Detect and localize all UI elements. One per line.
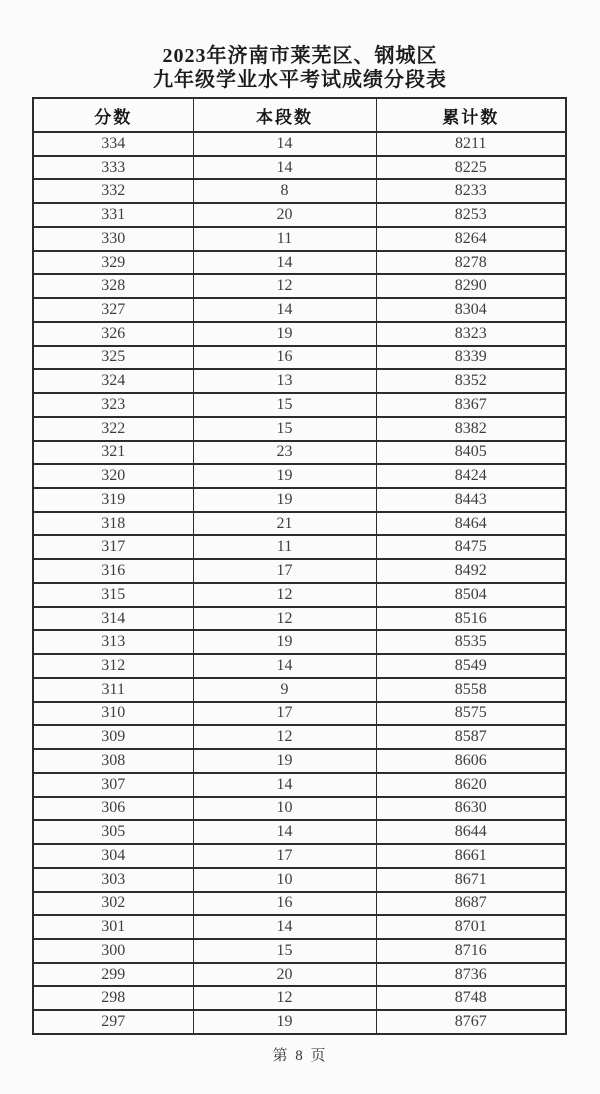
table-cell-score: 310 (33, 702, 193, 726)
table-row (33, 583, 566, 607)
table-row (33, 559, 566, 583)
table-row (33, 393, 566, 417)
column-header-segment-count: 本段数 (193, 98, 376, 132)
table-cell-cumulative-count: 8211 (376, 132, 566, 156)
table-cell-count-in-segment: 12 (193, 274, 376, 298)
table-cell-count-in-segment: 16 (193, 892, 376, 916)
table-row (33, 963, 566, 987)
table-cell-score: 316 (33, 559, 193, 583)
table-cell-cumulative-count: 8549 (376, 654, 566, 678)
table-cell-score: 299 (33, 963, 193, 987)
table-cell-cumulative-count: 8352 (376, 369, 566, 393)
table-row (33, 607, 566, 631)
table-cell-count-in-segment: 21 (193, 512, 376, 536)
table-cell-cumulative-count: 8323 (376, 322, 566, 346)
page-title (0, 0, 600, 92)
table-cell-score: 322 (33, 417, 193, 441)
table-cell-cumulative-count: 8382 (376, 417, 566, 441)
table-row (33, 464, 566, 488)
table-cell-cumulative-count: 8716 (376, 939, 566, 963)
table-cell-cumulative-count: 8558 (376, 678, 566, 702)
table-row (33, 535, 566, 559)
table-cell-score: 297 (33, 1010, 193, 1034)
table-cell-score: 321 (33, 441, 193, 465)
table-row (33, 441, 566, 465)
title-line-1: 2023年济南市莱芜区、钢城区 (162, 45, 438, 67)
table-cell-cumulative-count: 8492 (376, 559, 566, 583)
table-cell-cumulative-count: 8225 (376, 156, 566, 180)
table-row (33, 346, 566, 370)
table-cell-count-in-segment: 10 (193, 797, 376, 821)
table-cell-cumulative-count: 8424 (376, 464, 566, 488)
table-row (33, 820, 566, 844)
table-row (33, 369, 566, 393)
table-row (33, 725, 566, 749)
table-cell-score: 309 (33, 725, 193, 749)
table-cell-count-in-segment: 14 (193, 773, 376, 797)
table-cell-count-in-segment: 19 (193, 464, 376, 488)
table-cell-score: 332 (33, 179, 193, 203)
table-cell-count-in-segment: 14 (193, 298, 376, 322)
table-cell-count-in-segment: 19 (193, 630, 376, 654)
table-cell-score: 308 (33, 749, 193, 773)
table-cell-cumulative-count: 8304 (376, 298, 566, 322)
table-cell-score: 313 (33, 630, 193, 654)
table-cell-count-in-segment: 14 (193, 654, 376, 678)
table-cell-cumulative-count: 8736 (376, 963, 566, 987)
table-cell-score: 331 (33, 203, 193, 227)
table-cell-cumulative-count: 8516 (376, 607, 566, 631)
table-cell-count-in-segment: 12 (193, 725, 376, 749)
column-header-cumulative-count: 累计数 (376, 98, 566, 132)
table-cell-count-in-segment: 15 (193, 417, 376, 441)
table-cell-count-in-segment: 19 (193, 322, 376, 346)
page-number: 第 8 页 (272, 1048, 328, 1064)
table-cell-score: 314 (33, 607, 193, 631)
table-cell-count-in-segment: 12 (193, 986, 376, 1010)
table-row (33, 488, 566, 512)
table-cell-score: 317 (33, 535, 193, 559)
table-cell-count-in-segment: 14 (193, 132, 376, 156)
table-cell-count-in-segment: 17 (193, 559, 376, 583)
table-cell-score: 302 (33, 892, 193, 916)
table-cell-cumulative-count: 8504 (376, 583, 566, 607)
table-cell-count-in-segment: 15 (193, 393, 376, 417)
table-cell-count-in-segment: 11 (193, 535, 376, 559)
table-header-row (33, 98, 566, 132)
table-cell-count-in-segment: 16 (193, 346, 376, 370)
table-cell-score: 306 (33, 797, 193, 821)
table-cell-score: 326 (33, 322, 193, 346)
table-cell-score: 311 (33, 678, 193, 702)
table-cell-score: 318 (33, 512, 193, 536)
table-cell-cumulative-count: 8620 (376, 773, 566, 797)
table-cell-cumulative-count: 8671 (376, 868, 566, 892)
table-cell-cumulative-count: 8264 (376, 227, 566, 251)
table-cell-score: 298 (33, 986, 193, 1010)
table-row (33, 654, 566, 678)
table-row (33, 702, 566, 726)
score-distribution-table (32, 97, 567, 1035)
table-cell-cumulative-count: 8253 (376, 203, 566, 227)
table-row (33, 251, 566, 275)
table-cell-cumulative-count: 8475 (376, 535, 566, 559)
table-row (33, 749, 566, 773)
table-cell-score: 301 (33, 915, 193, 939)
table-cell-count-in-segment: 13 (193, 369, 376, 393)
table-cell-score: 319 (33, 488, 193, 512)
table-cell-cumulative-count: 8339 (376, 346, 566, 370)
table-cell-score: 329 (33, 251, 193, 275)
table-cell-count-in-segment: 17 (193, 844, 376, 868)
table-cell-score: 315 (33, 583, 193, 607)
table-cell-score: 327 (33, 298, 193, 322)
table-cell-cumulative-count: 8644 (376, 820, 566, 844)
table-cell-score: 304 (33, 844, 193, 868)
table-row (33, 844, 566, 868)
table-body (33, 132, 566, 1034)
table-cell-score: 334 (33, 132, 193, 156)
table-cell-count-in-segment: 14 (193, 915, 376, 939)
table-row (33, 678, 566, 702)
table-cell-score: 305 (33, 820, 193, 844)
table-cell-cumulative-count: 8367 (376, 393, 566, 417)
table-cell-cumulative-count: 8535 (376, 630, 566, 654)
table-cell-cumulative-count: 8661 (376, 844, 566, 868)
table-row (33, 322, 566, 346)
title-line-2: 九年级学业水平考试成绩分段表 (153, 69, 447, 91)
table-cell-cumulative-count: 8748 (376, 986, 566, 1010)
table-row (33, 132, 566, 156)
table-cell-cumulative-count: 8290 (376, 274, 566, 298)
table-cell-count-in-segment: 15 (193, 939, 376, 963)
table-cell-cumulative-count: 8767 (376, 1010, 566, 1034)
table-cell-count-in-segment: 23 (193, 441, 376, 465)
table-cell-cumulative-count: 8464 (376, 512, 566, 536)
table-row (33, 986, 566, 1010)
table-cell-score: 307 (33, 773, 193, 797)
table-cell-count-in-segment: 12 (193, 607, 376, 631)
table-row (33, 892, 566, 916)
table-cell-count-in-segment: 19 (193, 749, 376, 773)
table-cell-count-in-segment: 20 (193, 963, 376, 987)
table-cell-cumulative-count: 8443 (376, 488, 566, 512)
table-cell-cumulative-count: 8405 (376, 441, 566, 465)
table-cell-count-in-segment: 11 (193, 227, 376, 251)
column-header-score: 分数 (33, 98, 193, 132)
table-row (33, 868, 566, 892)
table-cell-count-in-segment: 14 (193, 156, 376, 180)
table-cell-score: 325 (33, 346, 193, 370)
table-cell-score: 324 (33, 369, 193, 393)
table-cell-score: 300 (33, 939, 193, 963)
table-cell-count-in-segment: 17 (193, 702, 376, 726)
table-cell-score: 333 (33, 156, 193, 180)
table-cell-cumulative-count: 8587 (376, 725, 566, 749)
table-row (33, 203, 566, 227)
table-cell-count-in-segment: 8 (193, 179, 376, 203)
table-cell-cumulative-count: 8630 (376, 797, 566, 821)
table-cell-count-in-segment: 19 (193, 1010, 376, 1034)
table-cell-score: 328 (33, 274, 193, 298)
table-row (33, 915, 566, 939)
table-cell-score: 312 (33, 654, 193, 678)
table-row (33, 417, 566, 441)
table-cell-cumulative-count: 8701 (376, 915, 566, 939)
table-cell-score: 320 (33, 464, 193, 488)
table-cell-cumulative-count: 8606 (376, 749, 566, 773)
table-cell-cumulative-count: 8278 (376, 251, 566, 275)
table-cell-count-in-segment: 14 (193, 820, 376, 844)
table-cell-cumulative-count: 8233 (376, 179, 566, 203)
table-cell-count-in-segment: 14 (193, 251, 376, 275)
table-cell-count-in-segment: 9 (193, 678, 376, 702)
table-cell-score: 330 (33, 227, 193, 251)
table-row (33, 512, 566, 536)
table-row (33, 939, 566, 963)
table-cell-score: 303 (33, 868, 193, 892)
table-row (33, 773, 566, 797)
table-row (33, 630, 566, 654)
table-row (33, 1010, 566, 1034)
table-row (33, 274, 566, 298)
table-cell-count-in-segment: 12 (193, 583, 376, 607)
table-row (33, 227, 566, 251)
table-cell-cumulative-count: 8687 (376, 892, 566, 916)
table-cell-count-in-segment: 19 (193, 488, 376, 512)
table-cell-cumulative-count: 8575 (376, 702, 566, 726)
table-cell-count-in-segment: 20 (193, 203, 376, 227)
table-row (33, 179, 566, 203)
table-cell-score: 323 (33, 393, 193, 417)
table-cell-count-in-segment: 10 (193, 868, 376, 892)
table-row (33, 797, 566, 821)
table-row (33, 156, 566, 180)
table-row (33, 298, 566, 322)
